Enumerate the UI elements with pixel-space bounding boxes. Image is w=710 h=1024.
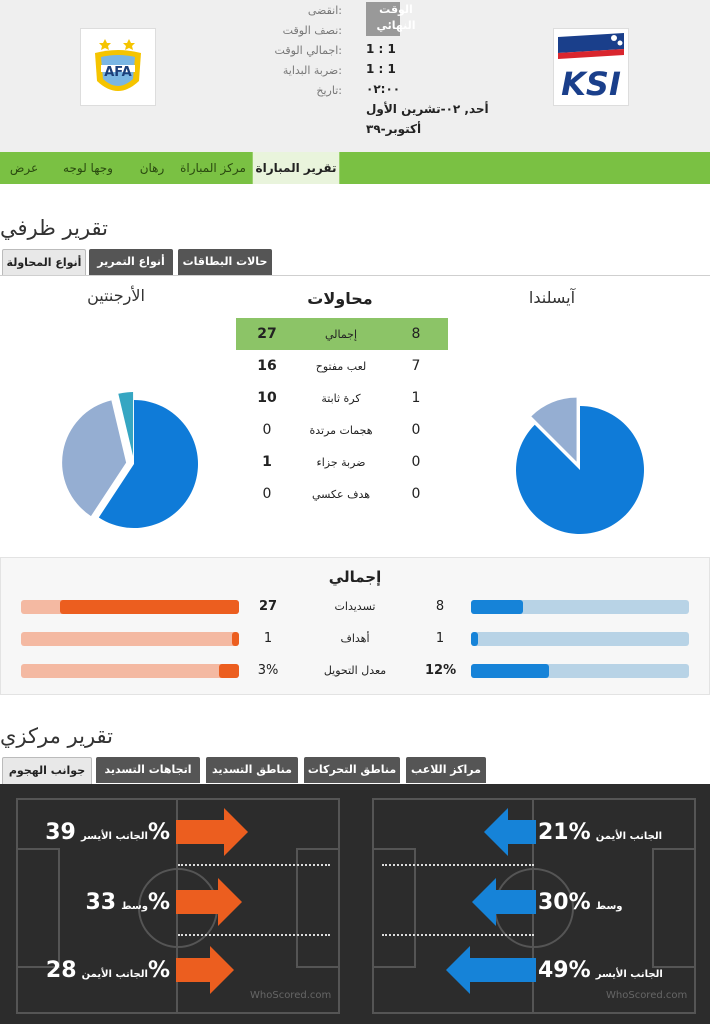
nav-head-to-head[interactable]: وجها لوجه xyxy=(63,161,113,175)
totals-left-value: 3% xyxy=(257,663,279,678)
tab-card-situations[interactable]: حالات البطاقات xyxy=(178,249,272,275)
attack-side-label: الجانب الأيسر xyxy=(595,969,663,980)
pie-chart-iceland xyxy=(500,388,660,538)
attempts-right-value: 8 xyxy=(411,326,421,342)
attack-side-pct: 30% xyxy=(538,890,591,915)
tab-player-positions[interactable]: مراكز اللاعب xyxy=(406,757,486,783)
attempts-left-value: 10 xyxy=(257,390,277,406)
attempts-row-label: كرة ثابتة xyxy=(321,392,361,405)
attack-side-label: الجانب الأيسر xyxy=(80,831,148,842)
pie-slice xyxy=(516,406,644,534)
attack-side-pct: 49% xyxy=(538,958,591,983)
nav-betting[interactable]: رهان xyxy=(139,161,165,175)
kickoff-time: ٠٢:٠٠ xyxy=(366,82,401,96)
nav-match-centre[interactable]: مركز المباراة xyxy=(180,161,246,175)
attempts-right-value: 7 xyxy=(411,358,421,374)
attempts-row-label: ضربة جزاء xyxy=(316,456,366,469)
nav-match-report[interactable]: تقرير المباراة xyxy=(252,152,340,184)
attempts-left-value: 27 xyxy=(257,326,277,342)
attack-arrow-left-team xyxy=(176,878,244,926)
side-report-title: تقرير ظرفي xyxy=(0,216,109,240)
tab-action-zones[interactable]: مناطق التحركات xyxy=(304,757,400,783)
attack-side-pct: 21% xyxy=(538,820,591,845)
attack-arrow-left-team xyxy=(176,946,236,994)
attack-side-pct: 28% xyxy=(45,958,170,983)
attack-arrow-right-team xyxy=(484,808,536,856)
info-label-fulltime: اجمالي الوقت: xyxy=(274,44,342,57)
totals-right-fill xyxy=(471,664,549,678)
attempts-left-value: 1 xyxy=(262,454,272,470)
attempts-right-value: 0 xyxy=(411,454,421,470)
attack-side-pct: 39% xyxy=(45,820,170,845)
totals-left-fill xyxy=(219,664,239,678)
totals-left-fill xyxy=(232,632,239,646)
totals-left-value: 27 xyxy=(258,599,278,614)
match-header xyxy=(0,0,710,152)
status-badge xyxy=(366,2,416,36)
whoscored-watermark: WhoScored.com xyxy=(606,990,688,1001)
central-report-title: تقرير مركزي xyxy=(0,724,114,748)
attempts-row-label: هجمات مرتدة xyxy=(309,424,373,437)
tab-shot-zones[interactable]: مناطق التسديد xyxy=(206,757,298,783)
totals-row-label: تسديدات xyxy=(334,600,376,613)
totals-right-track xyxy=(471,600,689,614)
attempts-right-value: 1 xyxy=(411,390,421,406)
totals-left-value: 1 xyxy=(263,631,273,646)
attempts-right-value: 0 xyxy=(411,486,421,502)
match-date-year: أكتوبر-٣٩ xyxy=(366,122,422,136)
info-label-date: تاريخ: xyxy=(316,84,342,97)
totals-right-track xyxy=(471,632,689,646)
attack-arrow-right-team xyxy=(446,946,536,994)
attack-side-item xyxy=(30,820,170,845)
attack-side-pct: 33% xyxy=(85,890,170,915)
match-date: أحد, ٠٢-تشرين الأول xyxy=(366,102,489,116)
fulltime-score: 1 : 1 xyxy=(366,62,396,76)
attempts-left-value: 0 xyxy=(262,486,272,502)
svg-text:AFA: AFA xyxy=(104,65,132,80)
totals-right-value: 1 xyxy=(435,631,445,646)
attempts-left-value: 16 xyxy=(257,358,277,374)
info-label-kickoff: ضربة البداية: xyxy=(282,64,342,77)
totals-right-fill xyxy=(471,600,523,614)
totals-heading: إجمالي xyxy=(328,568,382,586)
penalty-box xyxy=(296,848,338,968)
tab-attack-sides[interactable]: جوانب الهجوم xyxy=(2,757,92,784)
team-right-name: آيسلندا xyxy=(528,288,576,307)
lane-separator xyxy=(178,864,330,866)
halftime-score: 1 : 1 xyxy=(366,42,396,56)
match-nav-bar xyxy=(0,152,710,184)
attempts-row-label: هدف عكسي xyxy=(311,488,371,501)
attack-side-item xyxy=(538,820,688,845)
attempts-row-label: لعب مفتوح xyxy=(315,360,367,373)
attack-side-item xyxy=(30,958,170,983)
team-left-name: الأرجنتين xyxy=(87,286,145,305)
totals-row-label: أهداف xyxy=(340,632,370,645)
tab-attempt-types[interactable]: أنواع المحاولة xyxy=(2,249,86,276)
penalty-box xyxy=(374,848,416,968)
attack-sides-panel xyxy=(0,784,710,1024)
argentina-crest-box[interactable] xyxy=(80,28,156,106)
info-label-elapsed: انقضى: xyxy=(307,4,342,17)
tab-pass-types[interactable]: أنواع التمرير xyxy=(89,249,173,275)
totals-right-track xyxy=(471,664,689,678)
tab-divider xyxy=(0,275,710,276)
tab-shot-directions[interactable]: اتجاهات التسديد xyxy=(96,757,200,783)
attack-side-item xyxy=(538,890,688,915)
iceland-crest-box[interactable] xyxy=(553,28,629,106)
totals-right-fill xyxy=(471,632,478,646)
attempts-right-value: 0 xyxy=(411,422,421,438)
iceland-ksi-crest-icon xyxy=(554,29,628,105)
whoscored-watermark: WhoScored.com xyxy=(250,990,332,1001)
attempts-row-label: إجمالي xyxy=(324,328,358,341)
attempts-left-value: 0 xyxy=(262,422,272,438)
totals-right-value: 12% xyxy=(425,663,457,678)
totals-right-value: 8 xyxy=(435,599,445,614)
nav-preview[interactable]: عرض xyxy=(9,161,39,175)
lane-separator xyxy=(382,934,534,936)
attack-arrow-left-team xyxy=(176,808,250,856)
pie-chart-argentina xyxy=(52,388,212,538)
totals-left-fill xyxy=(60,600,239,614)
totals-panel xyxy=(0,557,710,695)
totals-left-track xyxy=(21,664,239,678)
attack-side-label: وسط xyxy=(595,901,623,912)
attack-side-label: وسط xyxy=(121,901,148,912)
match-status: الوقت النهائي xyxy=(376,3,416,32)
attack-side-item xyxy=(538,958,688,983)
argentina-afa-crest-icon xyxy=(81,29,155,105)
attempts-heading: محاولات xyxy=(307,289,373,308)
totals-left-track xyxy=(21,632,239,646)
attack-side-item xyxy=(30,890,170,915)
lane-separator xyxy=(178,934,330,936)
attack-arrow-right-team xyxy=(472,878,536,926)
info-label-halftime: نصف الوقت: xyxy=(282,24,342,37)
totals-row-label: معدل التحويل xyxy=(323,664,387,677)
svg-text:KSI: KSI xyxy=(561,65,621,103)
lane-separator xyxy=(382,864,534,866)
attack-side-label: الجانب الأيمن xyxy=(81,969,148,980)
totals-left-track xyxy=(21,600,239,614)
attack-side-label: الجانب الأيمن xyxy=(595,831,663,842)
